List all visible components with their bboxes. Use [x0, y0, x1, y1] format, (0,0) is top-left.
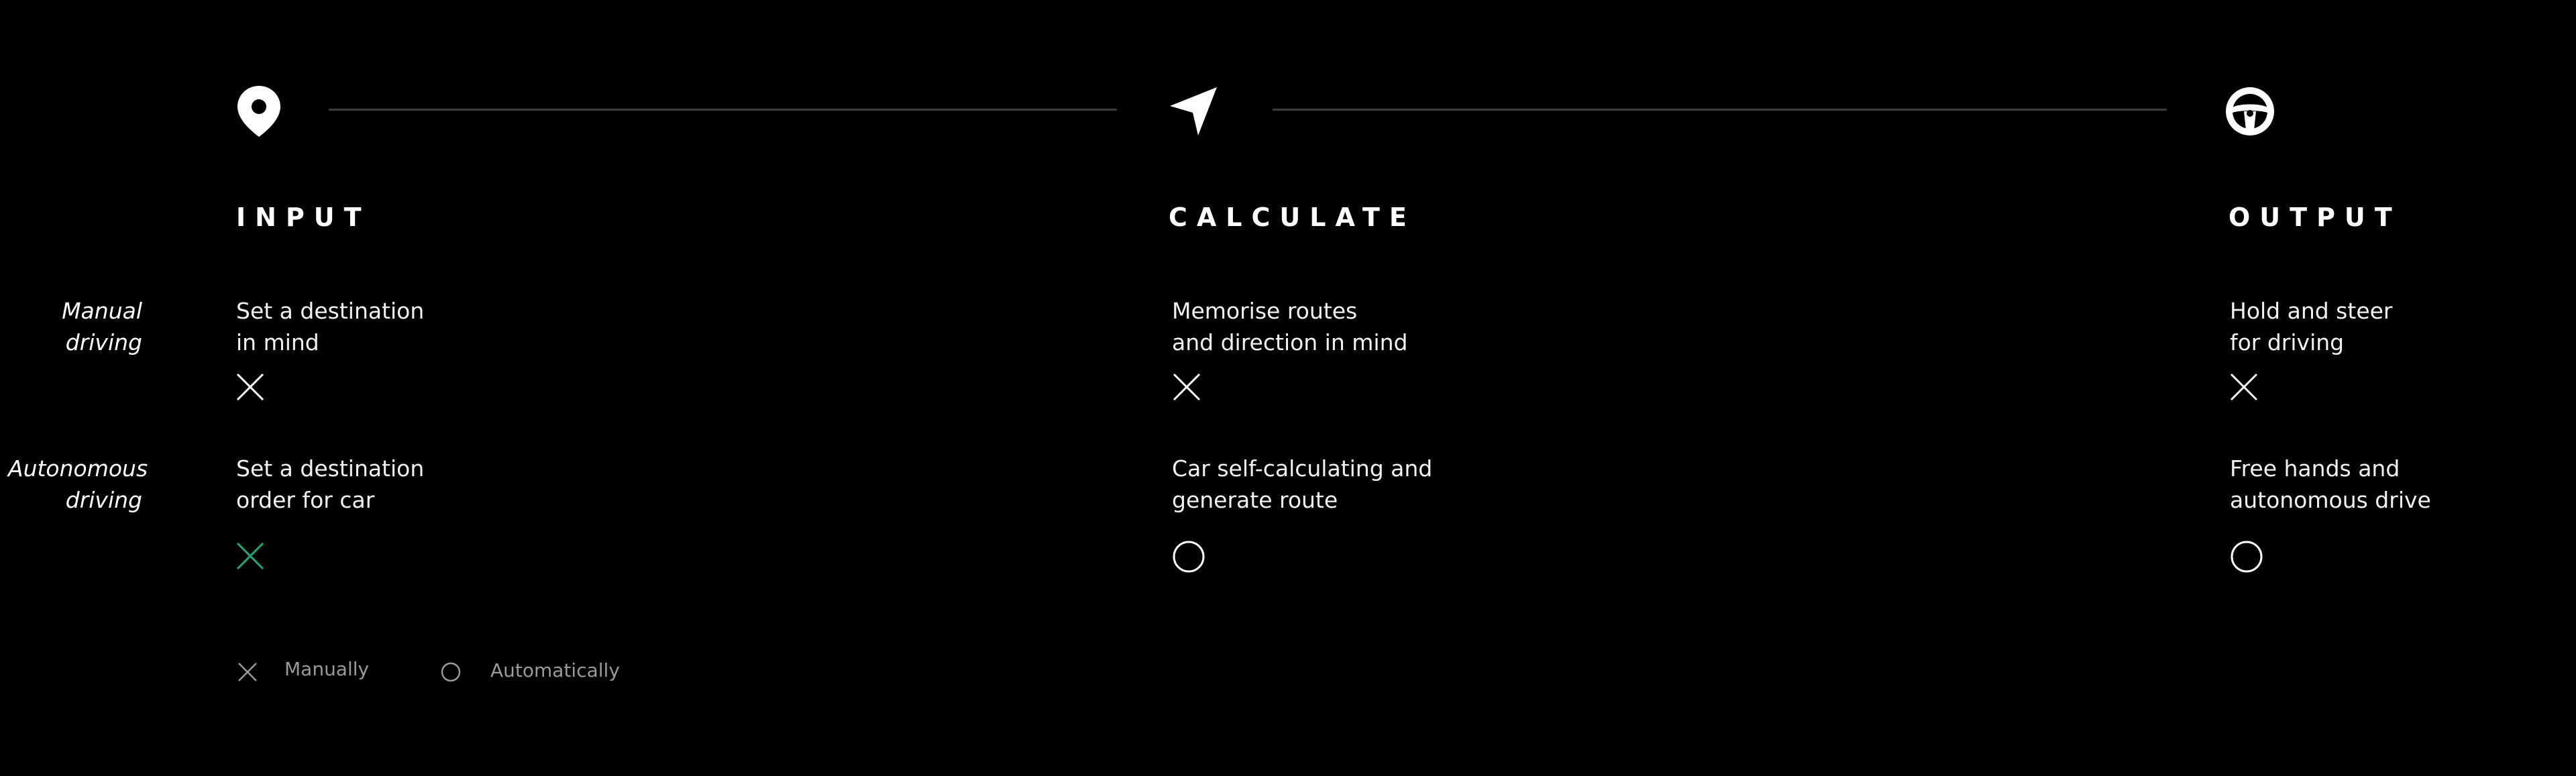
stage-title-output: OUTPUT	[2229, 203, 2402, 232]
cross-mark-accent-icon	[236, 542, 264, 570]
cell-text-manual-calculate: Memorise routes and direction in mind	[1172, 298, 1408, 355]
legend-label-manually: Manually	[284, 658, 370, 680]
cell-text-autonomous-output: Free hands and autonomous drive	[2230, 455, 2431, 513]
legend-circle-icon	[440, 661, 462, 683]
location-pin-icon	[232, 83, 286, 140]
connector-line-input-calculate	[329, 109, 1117, 111]
steering-wheel-icon	[2223, 83, 2277, 140]
circle-mark-icon	[2230, 540, 2263, 573]
row-label-autonomous-driving: Autonomous driving	[8, 455, 148, 513]
cell-text-autonomous-calculate: Car self-calculating and generate route	[1172, 455, 1433, 513]
cell-text-autonomous-input: Set a destination order for car	[236, 455, 425, 513]
navigation-arrow-icon	[1166, 83, 1220, 140]
stage-title-calculate: CALCULATE	[1169, 203, 1416, 232]
circle-mark-icon	[1172, 540, 1205, 573]
row-label-manual-driving: Manual driving	[62, 298, 142, 355]
legend-label-automatically: Automatically	[490, 659, 620, 681]
cross-mark-icon	[2230, 373, 2258, 401]
legend-cross-icon	[237, 662, 258, 682]
cross-mark-icon	[236, 373, 264, 401]
cell-text-manual-input: Set a destination in mind	[236, 298, 425, 355]
stage-title-input: INPUT	[236, 203, 371, 232]
connector-line-calculate-output	[1273, 109, 2167, 111]
cell-text-manual-output: Hold and steer for driving	[2230, 298, 2393, 355]
cross-mark-icon	[1173, 373, 1201, 401]
